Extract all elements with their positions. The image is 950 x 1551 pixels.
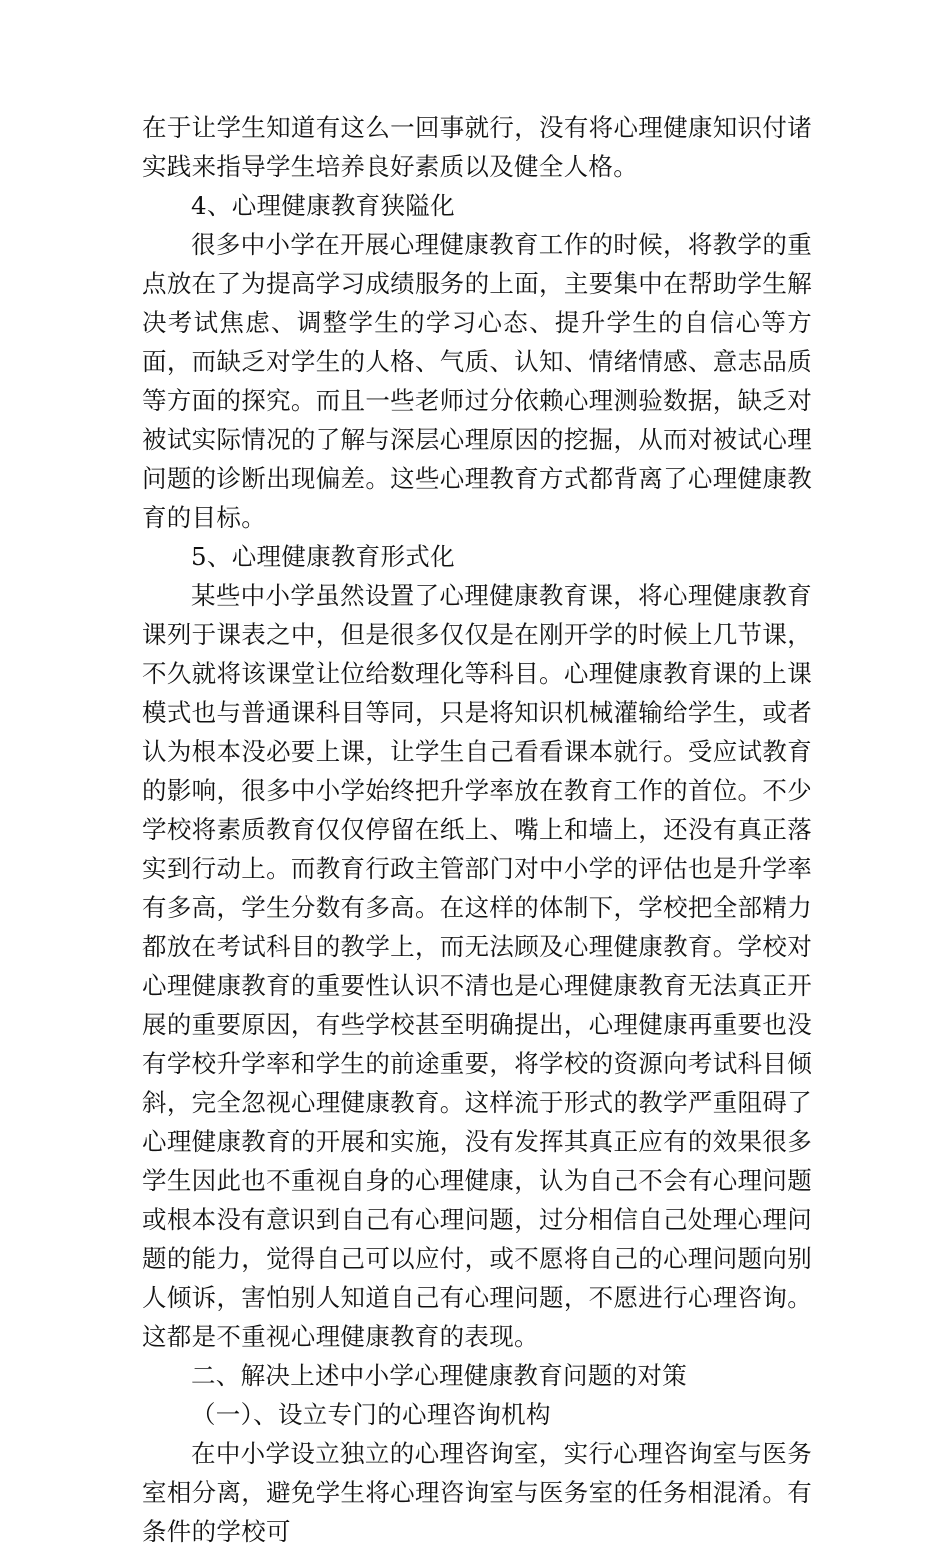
section-heading-4: 4、心理健康教育狭隘化 [191, 191, 455, 220]
paragraph-formalism: 某些中小学虽然设置了心理健康教育课，将心理健康教育课列于课表之中，但是很多仅仅是在刚开学的时候上几节课，不久就将该课堂让位给数理化等科目。心理健康教育课的上课模式也与普通课科目等同，只是将知识机械灌输给学生，或者认为根本没必要上课，让学生自己看看课本就行。受应试教育的影响，很多中小学始终把升学率放在教育工作的首位。不少学校将素质教育仅仅停留在纸上、嘴上和墙上，还没有真正落实到行动上。而教育行政主管部门对中小学的评估也是升学率有多高，学生分数有多高。在这样的体制下，学校把全部精力都放在考试科目的教学上，而无法顾及心理健康教育。学校对心理健康教育的重要性认识不清也是心理健康教育无法真正开展的重要原因，有些学校甚至明确提出，心理健康再重要也没有学校升学率和学生的前途重要，将学校的资源向考试科目倾斜，完全忽视心理健康教育。这样流于形式的教学严重阻碍了心理健康教育的开展和实施，没有发挥其真正应有的效果很多学生因此也不重视自身的心理健康，认为自己不会有心理问题或根本没有意识到自己有心理问题，过分相信自己处理心理问题的能力，觉得自己可以应付，或不愿将自己的心理问题向别人倾诉，害怕别人知道自己有心理问题，不愿进行心理咨询。这都是不重视心理健康教育的表现。 [142, 581, 812, 1351]
paragraph-continuation: 在于让学生知道有这么一回事就行，没有将心理健康知识付诸实践来指导学生培养良好素质以及健全人格。 [142, 113, 812, 181]
paragraph-narrow-focus: 很多中小学在开展心理健康教育工作的时候，将教学的重点放在了为提高学习成绩服务的上面，主要集中在帮助学生解决考试焦虑、调整学生的学习心态、提升学生的自信心等方面，而缺乏对学生的人格、气质、认知、情绪情感、意志品质等方面的探究。而且一些老师过分依赖心理测验数据，缺乏对被试实际情况的了解与深层心理原因的挖掘，从而对被试心理问题的诊断出现偏差。这些心理教育方式都背离了心理健康教育的目标。 [142, 230, 812, 532]
paragraph-counseling-room: 在中小学设立独立的心理咨询室，实行心理咨询室与医务室相分离，避免学生将心理咨询室与医务室的任务相混淆。有条件的学校可 [142, 1439, 812, 1546]
document-body [142, 108, 812, 1551]
section-heading-countermeasures: 二、解决上述中小学心理健康教育问题的对策 [191, 1361, 687, 1390]
section-heading-5: 5、心理健康教育形式化 [191, 542, 455, 571]
subsection-heading-counseling: （一）、设立专门的心理咨询机构 [191, 1400, 551, 1429]
